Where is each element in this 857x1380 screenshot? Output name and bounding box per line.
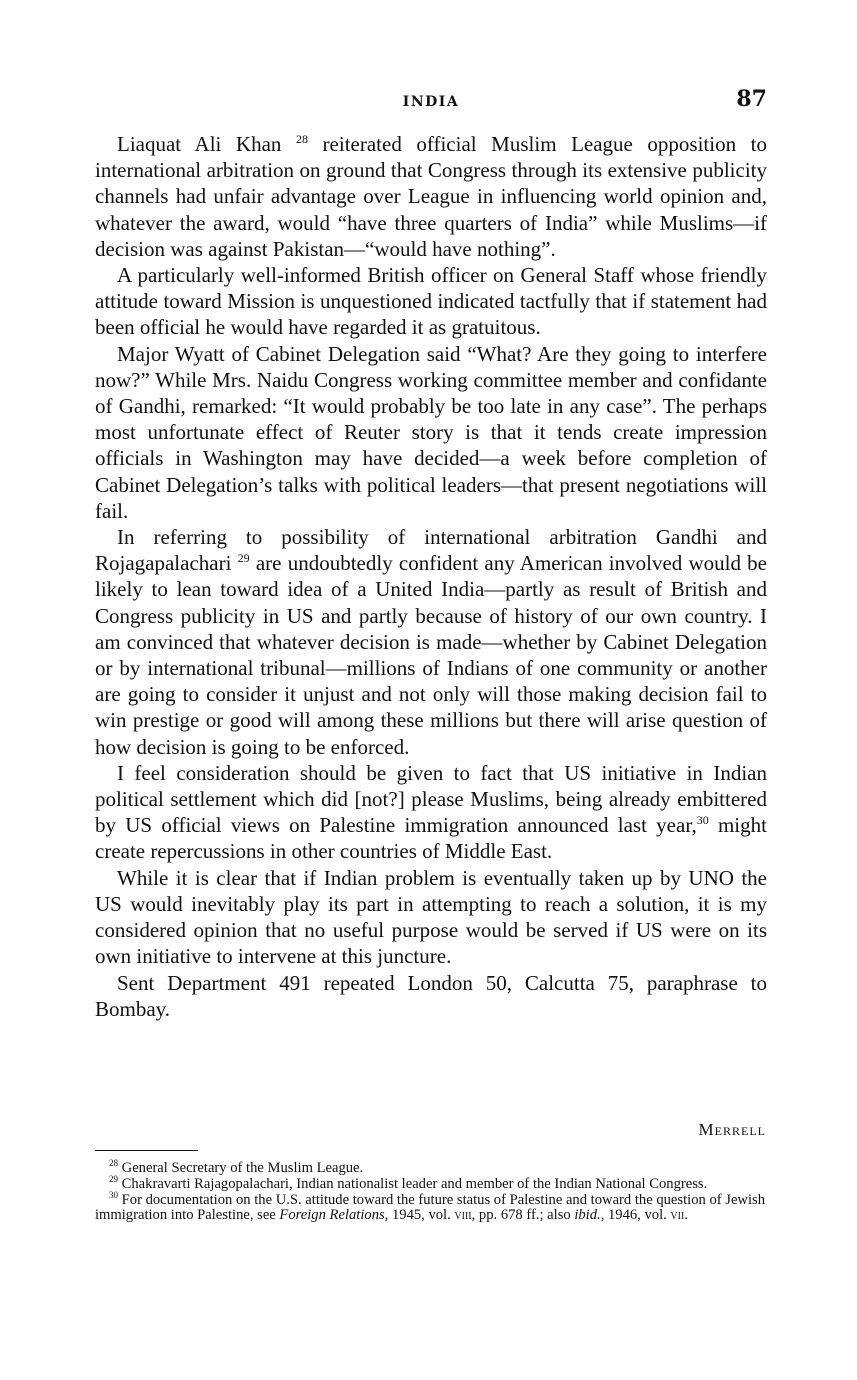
footnote-text: Chakravarti Rajagopalachari, Indian nationalist leader and member of the Indian National Congress.	[118, 1175, 708, 1192]
paragraph	[95, 524, 767, 760]
paragraph: Major Wyatt of Cabinet Delegation said “What? Are they going to interfere now?” While Mrs. Naidu Congress working committee member and confidante of Gandhi, remarked: “It would probably be too late in any case”. The perhaps most unfortunate effect of Reuter story is that it tends create impression officials in Washington may have decided—a week before completion of Cabinet Delegation’s talks with political leaders—that present negotiations will fail.	[95, 341, 767, 523]
footnote-text: .	[684, 1207, 688, 1224]
paragraph-text: I feel consideration should be given to fact that US initiative in Indian political settlement which did [not?] please Muslims, being already embittered by US official views on Palestine immigration announced last year,	[95, 760, 767, 838]
footnote-text: General Secretary of the Muslim League.	[118, 1160, 364, 1176]
footnote-divider	[95, 1150, 198, 1151]
paragraph-text: might create repercussions in other countries of Middle East.	[95, 813, 767, 864]
signature: Merrell	[698, 1120, 766, 1139]
footnote-number: 29	[109, 1173, 118, 1184]
document-body	[95, 131, 767, 1022]
footnote	[95, 1189, 765, 1225]
footnote-ref: 29	[237, 551, 250, 566]
footnote-number: 28	[109, 1158, 118, 1169]
footnotes	[95, 1158, 765, 1224]
footnote-text: , 1945, vol.	[384, 1207, 455, 1224]
footnote-text: , 1946, vol.	[600, 1207, 671, 1224]
paragraph-text: In referring to possibility of international arbitration Gandhi and Rojagapalachari	[95, 525, 767, 576]
footnote-text: , pp. 678 ff.; also	[471, 1207, 575, 1224]
citation-title: Foreign Relations	[279, 1207, 385, 1224]
volume-number: viii	[454, 1207, 472, 1224]
footnote-ref: 30	[696, 813, 709, 828]
paragraph	[95, 760, 767, 865]
page-number: 87	[736, 86, 767, 112]
paragraph-text: are undoubtedly confident any American involved would be likely to lean toward idea of a United India—partly as result of British and Congress publicity in US and partly because of history of our own country. I am convinced that whatever decision is made—whether by Cabinet Delegation or by international tribunal—millions of Indians of one community or another are going to consider it unjust and not only will those making decision fail to win prestige or good will among these millions but there will arise question of how decision is going to be enforced.	[95, 551, 767, 759]
running-head: INDIA	[402, 94, 460, 110]
paragraph: While it is clear that if Indian problem is eventually taken up by UNO the US would inevitably play its part in attempting to reach a solution, it is my considered opinion that no useful purpose would be served if US were on its own initiative to intervene at this juncture.	[95, 865, 767, 969]
footnote-number: 30	[109, 1189, 118, 1200]
paragraph	[95, 131, 767, 262]
footnote-text: For documentation on the U.S. attitude toward the future status of Palestine and toward the question of Jewish immigration into Palestine, see	[95, 1191, 765, 1224]
page-header	[95, 88, 767, 118]
paragraph: Sent Department 491 repeated London 50, Calcutta 75, paraphrase to Bombay.	[95, 970, 767, 1021]
footnote-ref: 28	[295, 132, 308, 146]
footnote	[95, 1158, 765, 1177]
paragraph: A particularly well-informed British officer on General Staff whose friendly attitude toward Mission is unquestioned indicated tactfully that if statement had been official he would have regarded it as gratuitous.	[95, 263, 767, 340]
volume-number: vii	[670, 1207, 685, 1224]
citation-ibid: ibid.	[574, 1207, 601, 1224]
paragraph-text: reiterated official Muslim League opposition to international arbitration on ground that Congress through its extensive publicity channels had unfair advantage over League in influencing world opinion and, whatever the award, would “have three quarters of India” while Muslims—if decision was against Pakistan—“would have nothing”.	[95, 132, 767, 261]
footnote	[95, 1173, 765, 1193]
paragraph-text: Liaquat Ali Khan	[117, 132, 282, 156]
